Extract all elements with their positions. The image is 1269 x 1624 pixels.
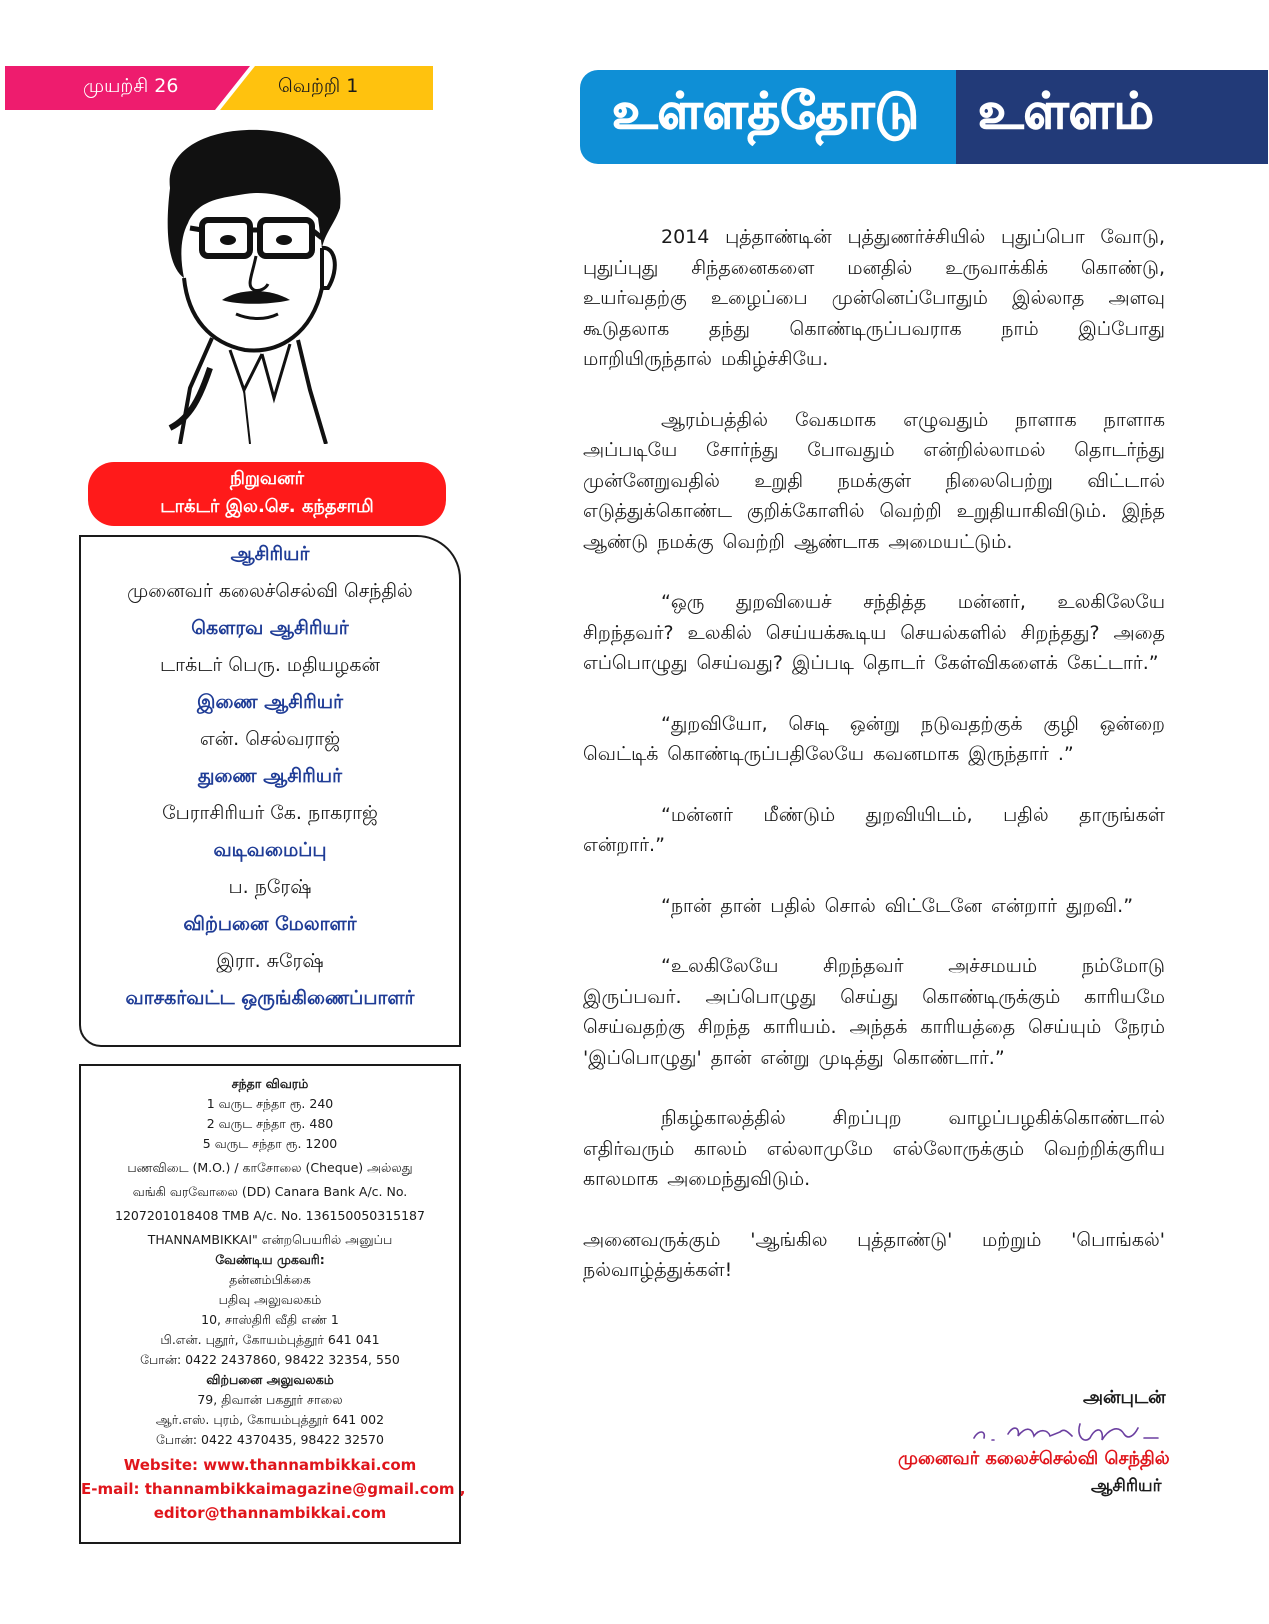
founder-badge	[88, 462, 446, 526]
article-paragraph: ஆரம்பத்தில் வேகமாக எழுவதும் நாளாக நாளாக அப்படியே சோர்ந்து போவதும் என்றில்லாமல் தொடர்ந்து முன்னேறுவதில் உறுதி நமக்குள் நிலைபெற்று விட்டால் எடுத்துக்கொண்ட குறிக்கோளில் வெற்றி உறுதியாகிவிடும். இந்த ஆண்டு நமக்கு வெற்றி ஆண்டாக அமையட்டும்.	[583, 408, 1165, 553]
address-line: பதிவு அலுவலகம்	[218, 1292, 322, 1307]
subscription-line: THANNAMBIKKAI" என்றபெயரில் அனுப்ப	[147, 1232, 393, 1247]
signoff-name: முனைவர் கலைச்செல்வி செந்தில்	[898, 1448, 1170, 1469]
board-person: ப. நரேஷ்	[228, 876, 312, 898]
article-paragraph: 2014 புத்தாண்டின் புத்துணர்ச்சியில் புதுப்பொ வோடு, புதுப்புது சிந்தனைகளை மனதில் உருவாக்கிக் கொண்டு, உயர்வதற்கு உழைப்பை முன்னெப்போதும் இல்லாத அளவு கூடுதலாக தந்து கொண்டிருப்பவராக நாம் இப்போது மாறியிருந்தால் மகிழ்ச்சியே.	[583, 226, 1165, 370]
website-link[interactable]: Website: www.thannambikkai.com	[123, 1456, 417, 1474]
signoff-closing: அன்புடன்	[1083, 1387, 1166, 1408]
issue-ribbon	[5, 66, 433, 110]
article-paragraph: நிகழ்காலத்தில் சிறப்புற வாழப்பழகிக்கொண்டால் எதிர்வரும் காலம் எல்லாமுமே எல்லோருக்கும் வெற்றிக்குரிய காலமாக அமைந்துவிடும்.	[583, 1107, 1165, 1190]
subscription-heading: சந்தா விவரம்	[231, 1076, 309, 1091]
board-role: ஆசிரியர்	[230, 543, 310, 565]
title-left-block	[580, 70, 956, 164]
board-person: இரா. சுரேஷ்	[216, 950, 324, 972]
subscription-line: வங்கி வரவோலை (DD) Canara Bank A/c. No.	[132, 1184, 408, 1199]
article-paragraph: “உலகிலேயே சிறந்தவர் அச்சமயம் நம்மோடு இருப்பவர். அப்பொழுது செய்து கொண்டிருக்கும் காரியமே செய்வதற்கு சிறந்த காரியம். அந்தக் காரியத்தை செய்யும் நேரம் 'இப்பொழுது' தான் என்று முடித்து கொண்டார்.”	[583, 955, 1165, 1069]
board-role: துணை ஆசிரியர்	[197, 765, 343, 787]
address-line: 10, சாஸ்திரி வீதி எண் 1	[201, 1312, 339, 1327]
board-person: முனைவர் கலைச்செல்வி செந்தில்	[127, 580, 413, 602]
address-line: 79, திவான் பகதூர் சாலை	[197, 1392, 343, 1407]
board-role: கௌரவ ஆசிரியர்	[191, 617, 349, 639]
issue-volume: வெற்றி 1	[278, 75, 359, 97]
handwritten-signature	[968, 1414, 1168, 1450]
issue-number: முயற்சி 26	[83, 75, 179, 97]
subscription-line: பணவிடை (M.O.) / காசோலை (Cheque) அல்லது	[127, 1160, 413, 1175]
title-right-block	[956, 70, 1268, 164]
board-role: விற்பனை மேலாளர்	[183, 913, 357, 935]
title-left-text: உள்ளத்தோடு	[612, 82, 919, 140]
sales-office-heading: விற்பனை அலுவலகம்	[206, 1372, 334, 1387]
founder-role: நிறுவனர்	[229, 468, 305, 489]
subscription-line: 2 வருட சந்தா ரூ. 480	[206, 1116, 334, 1131]
column-title-banner	[580, 70, 1268, 164]
article-paragraph: “நான் தான் பதில் சொல் விட்டேனே என்றார் துறவி.”	[661, 894, 1134, 917]
address-heading: வேண்டிய முகவரி:	[215, 1252, 325, 1267]
address-line: போன்: 0422 4370435, 98422 32570	[156, 1432, 384, 1447]
email-link[interactable]: editor@thannambikkai.com	[153, 1504, 387, 1522]
address-line: ஆர்.எஸ். புரம், கோயம்புத்தூர் 641 002	[155, 1412, 385, 1427]
board-person: பேராசிரியர் கே. நாகராஜ்	[162, 802, 378, 824]
board-person: என். செல்வராஜ்	[199, 728, 341, 750]
board-person: டாக்டர் பெரு. மதியழகன்	[160, 654, 380, 676]
email-link[interactable]: E-mail: thannambikkaimagazine@gmail.com ,	[81, 1480, 466, 1498]
board-role: வடிவமைப்பு	[213, 839, 327, 861]
editorial-article	[583, 222, 1165, 1286]
subscription-line: 1207201018408 TMB A/c. No. 136150050315187	[115, 1208, 425, 1223]
editorial-board	[79, 535, 461, 1047]
signoff-role: ஆசிரியர்	[1091, 1476, 1162, 1496]
address-line: தன்னம்பிக்கை	[229, 1272, 311, 1287]
board-role: இணை ஆசிரியர்	[196, 691, 344, 713]
subscription-details	[79, 1064, 466, 1544]
address-line: போன்: 0422 2437860, 98422 32354, 550	[140, 1352, 400, 1367]
article-paragraph: “மன்னர் மீண்டும் துறவியிடம், பதில் தாருங்கள் என்றார்.”	[583, 803, 1165, 856]
founder-portrait	[150, 128, 350, 444]
subscription-line: 5 வருட சந்தா ரூ. 1200	[202, 1136, 338, 1151]
article-paragraph: “துறவியோ, செடி ஒன்று நடுவதற்குக் குழி ஒன்றை வெட்டிக் கொண்டிருப்பதிலேயே கவனமாக இருந்தார் .”	[583, 712, 1165, 765]
founder-name: டாக்டர் இல.செ. கந்தசாமி	[160, 496, 374, 517]
title-right-text: உள்ளம்	[978, 82, 1154, 140]
subscription-line: 1 வருட சந்தா ரூ. 240	[206, 1096, 334, 1111]
article-paragraph: “ஒரு துறவியைச் சந்தித்த மன்னர், உலகிலேயே சிறந்தவர்? உலகில் செய்யக்கூடிய செயல்களில் சிறந்தது? அதை எப்பொழுது செய்வது? இப்படி தொடர் கேள்விகளைக் கேட்டார்.”	[583, 591, 1165, 674]
board-role: வாசகர்வட்ட ஒருங்கிணைப்பாளர்	[125, 987, 415, 1009]
address-line: பி.என். புதூர், கோயம்புத்தூர் 641 041	[160, 1332, 380, 1347]
article-greeting: அனைவருக்கும் 'ஆங்கில புத்தாண்டு' மற்றும் 'பொங்கல்' நல்வாழ்த்துக்கள்!	[583, 1228, 1165, 1281]
